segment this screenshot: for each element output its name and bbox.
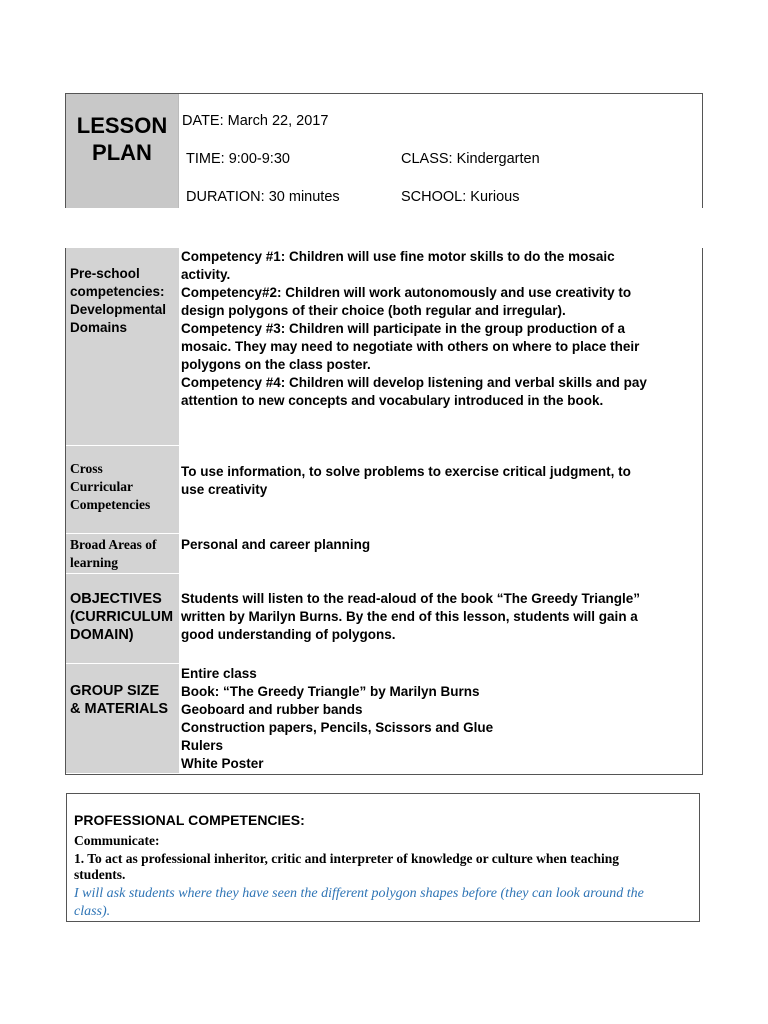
content-line: activity. [181,267,231,282]
cross-curricular-content [181,463,631,499]
label-line: Developmental [70,302,167,317]
teacher-note-line-2: class). [74,904,111,919]
class-field: CLASS: Kindergarten [401,151,540,167]
label-line: Broad Areas of [70,537,157,552]
teacher-note-line-1: I will ask students where they have seen the different polygon shapes before (they can look around the [74,886,644,901]
label-line: & MATERIALS [70,701,169,717]
group-materials-row [66,664,702,774]
content-line: mosaic. They may need to negotiate with others on where to place their [181,339,640,354]
duration-field: DURATION: 30 minutes [186,189,340,205]
content-line: written by Marilyn Burns. By the end of this lesson, students will gain a [181,609,638,624]
label-line: Cross [70,461,103,476]
content-line: use creativity [181,482,268,497]
communicate-label: Communicate: [74,833,160,848]
school-field: SCHOOL: Kurious [401,189,520,205]
professional-competencies-box [66,793,700,922]
content-line: design polygons of their choice (both regular and irregular). [181,303,566,318]
objectives-content [181,590,640,644]
broad-areas-label [70,536,157,572]
content-line: Entire class [181,666,257,681]
title-cell [66,94,179,208]
time-field: TIME: 9:00-9:30 [186,151,290,167]
label-line: DOMAIN) [70,627,134,643]
broad-areas-row [66,534,702,574]
label-line: learning [70,555,119,570]
content-line: Geoboard and rubber bands [181,702,363,717]
date-field: DATE: March 22, 2017 [182,113,329,129]
content-line: Competency #4: Children will develop listening and verbal skills and pay [181,375,647,390]
label-line: Curricular [70,479,133,494]
label-line: Pre-school [70,266,140,281]
broad-areas-content [181,536,370,554]
label-line: OBJECTIVES [70,591,162,607]
label-line: Competencies [70,497,151,512]
cross-curricular-label [70,460,150,514]
group-materials-content [181,665,493,773]
content-line: polygons on the class poster. [181,357,371,372]
content-line: Construction papers, Pencils, Scissors and Glue [181,720,494,735]
content-line: Book: “The Greedy Triangle” by Marilyn Burns [181,684,480,699]
lesson-plan-title [66,112,178,166]
label-line: competencies: [70,284,165,299]
label-line: Domains [70,320,128,335]
content-line: good understanding of polygons. [181,627,396,642]
label-line: (CURRICULUM [70,609,174,625]
lesson-plan-header [65,93,703,208]
cross-curricular-label-cell [66,446,179,534]
objectives-row [66,574,702,664]
competencies-content [181,248,647,410]
competency-item-1-line-1: 1. To act as professional inheritor, critic and interpreter of knowledge or culture when teaching [74,851,619,866]
lesson-details-table [65,248,703,775]
competencies-label [70,265,166,337]
label-line: GROUP SIZE [70,683,160,699]
content-line: Rulers [181,738,224,753]
objectives-label [70,590,173,644]
content-line: attention to new concepts and vocabulary introduced in the book. [181,393,604,408]
competency-item-1-line-2: students. [74,867,126,882]
competencies-row [66,248,702,446]
group-materials-label [70,682,168,718]
group-materials-label-cell [66,664,179,774]
cross-curricular-row [66,446,702,534]
content-line: White Poster [181,756,264,771]
content-line: Personal and career planning [181,537,371,552]
content-line: Students will listen to the read-aloud of the book “The Greedy Triangle” [181,591,641,606]
content-line: Competency #3: Children will participate in the group production of a [181,321,626,336]
title-line-1: LESSON [76,113,168,138]
broad-areas-label-cell [66,534,179,574]
content-line: Competency #1: Children will use fine motor skills to do the mosaic [181,249,615,264]
content-line: Competency#2: Children will work autonomously and use creativity to [181,285,632,300]
content-line: To use information, to solve problems to exercise critical judgment, to [181,464,631,479]
competencies-label-cell [66,248,179,446]
objectives-label-cell [66,574,179,664]
title-line-2: PLAN [92,140,152,165]
professional-competencies-heading: PROFESSIONAL COMPETENCIES: [74,812,305,828]
